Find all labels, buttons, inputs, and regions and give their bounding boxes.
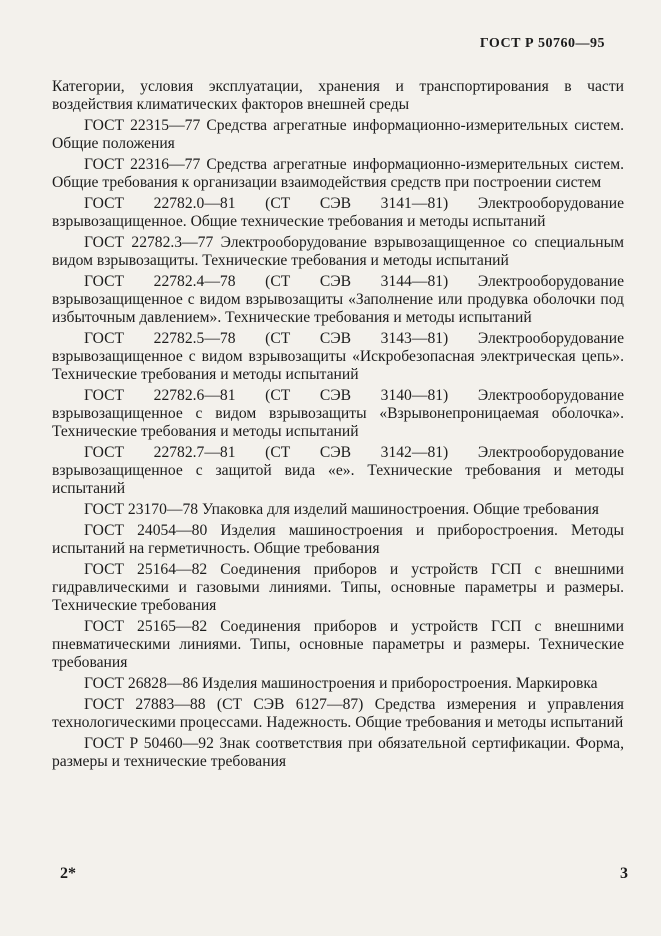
list-item: ГОСТ 22782.5—78 (СТ СЭВ 3143—81) Электрооборудование взрывозащищенное с видом взрывозащиты «Искробезопасная электрическая цепь». Технические требования и методы испытаний bbox=[52, 330, 624, 383]
list-item: ГОСТ Р 50460—92 Знак соответствия при обязательной сертификации. Форма, размеры и технические требования bbox=[52, 735, 624, 770]
signature-mark: 2* bbox=[60, 865, 76, 882]
list-item: ГОСТ 22315—77 Средства агрегатные информационно-измерительных систем. Общие положения bbox=[52, 117, 624, 152]
list-item: ГОСТ 22782.6—81 (СТ СЭВ 3140—81) Электрооборудование взрывозащищенное с видом взрывозащиты «Взрывонепроницаемая оболочка». Технические требования и методы испытаний bbox=[52, 387, 624, 440]
list-item: ГОСТ 25164—82 Соединения приборов и устройств ГСП с внешними гидравлическими и газовыми линиями. Типы, основные параметры и размеры. Технические требования bbox=[52, 561, 624, 614]
reference-list bbox=[52, 78, 624, 774]
list-item: ГОСТ 22782.3—77 Электрооборудование взрывозащищенное со специальным видом взрывозащиты. Технические требования и методы испытаний bbox=[52, 234, 624, 269]
page-number: 3 bbox=[620, 865, 628, 882]
document-code-header: ГОСТ Р 50760—95 bbox=[479, 36, 605, 51]
list-item: ГОСТ 22782.0—81 (СТ СЭВ 3141—81) Электрооборудование взрывозащищенное. Общие технические требования и методы испытаний bbox=[52, 195, 624, 230]
list-item: Категории, условия эксплуатации, хранения и транспортирования в части воздействия климатических факторов внешней среды bbox=[52, 78, 624, 113]
list-item: ГОСТ 22782.7—81 (СТ СЭВ 3142—81) Электрооборудование взрывозащищенное с защитой вида «е». Технические требования и методы испытаний bbox=[52, 444, 624, 497]
list-item: ГОСТ 23170—78 Упаковка для изделий машиностроения. Общие требования bbox=[84, 501, 599, 518]
list-item: ГОСТ 22316—77 Средства агрегатные информационно-измерительных систем. Общие требования к организации взаимодействия средств при построении систем bbox=[52, 156, 624, 191]
list-item: ГОСТ 25165—82 Соединения приборов и устройств ГСП с внешними пневматическими линиями. Типы, основные параметры и размеры. Технические требования bbox=[52, 618, 624, 671]
list-item: ГОСТ 27883—88 (СТ СЭВ 6127—87) Средства измерения и управления технологическими процессами. Надежность. Общие требования и методы испытаний bbox=[52, 696, 624, 731]
list-item: ГОСТ 22782.4—78 (СТ СЭВ 3144—81) Электрооборудование взрывозащищенное с видом взрывозащиты «Заполнение или продувка оболочки под избыточным давлением». Технические требования и методы испытаний bbox=[52, 273, 624, 326]
list-item: ГОСТ 24054—80 Изделия машиностроения и приборостроения. Методы испытаний на герметичность. Общие требования bbox=[52, 522, 624, 557]
list-item: ГОСТ 26828—86 Изделия машиностроения и приборостроения. Маркировка bbox=[84, 675, 598, 692]
